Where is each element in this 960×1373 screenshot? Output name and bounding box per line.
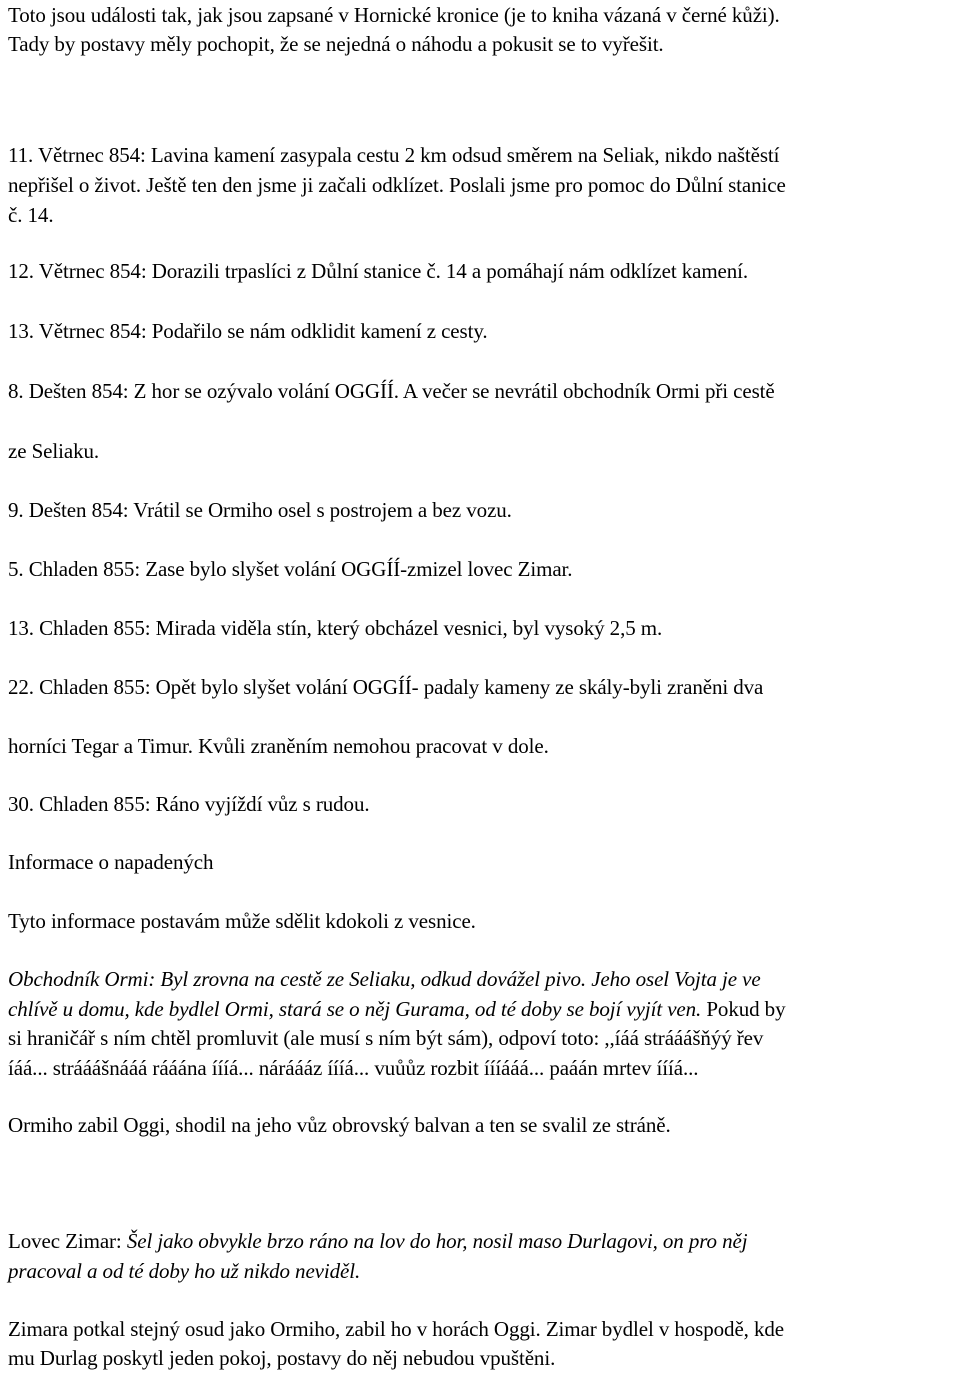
ormi-fate: Ormiho zabil Oggi, shodil na jeho vůz obrovský balvan a ten se svalil ze stráně. bbox=[8, 1113, 671, 1137]
zimar-text-1: Šel jako obvykle brzo ráno na lov do hor, nosil maso Durlagovi, on pro něj bbox=[126, 1229, 748, 1253]
event-30: 30. Chladen 855: Ráno vyjíždí vůz s rudou. bbox=[8, 792, 370, 816]
event-12: 12. Větrnec 854: Dorazili trpaslíci z Důlní stanice č. 14 a pomáhají nám odklízet kamení. bbox=[8, 259, 749, 283]
section-heading: Informace o napadených bbox=[8, 850, 214, 874]
ormi-line-4: íáá... strááášnááá rááána íííá... náráááz íííá... vuůůz rozbit íííááá... paáán mrtev íííá... bbox=[8, 1056, 699, 1080]
ormi-text-2-plain: Pokud by bbox=[701, 997, 786, 1021]
intro-line-2: Tady by postavy měly pochopit, že se nejedná o náhodu a pokusit se to vyřešit. bbox=[8, 32, 664, 56]
event-8-line-1: 8. Dešten 854: Z hor se ozývalo volání OGGÍÍ. A večer se nevrátil obchodník Ormi při cestě bbox=[8, 379, 775, 403]
event-13: 13. Větrnec 854: Podařilo se nám odklidit kamení z cesty. bbox=[8, 319, 488, 343]
event-8-line-2: ze Seliaku. bbox=[8, 439, 100, 463]
zimar-label: Lovec Zimar: bbox=[8, 1229, 127, 1253]
event-22-line-1: 22. Chladen 855: Opět bylo slyšet volání OGGÍÍ- padaly kameny ze skály-byli zraněni dva bbox=[8, 675, 764, 699]
intro-line-1: Toto jsou události tak, jak jsou zapsané v Hornické kronice (je to kniha vázaná v černé kůži). bbox=[8, 3, 780, 27]
zimar-line-2: pracoval a od té doby ho už nikdo neviděl. bbox=[8, 1259, 361, 1283]
event-11-line-2: nepřišel o život. Ještě ten den jsme ji začali odklízet. Poslali jsme pro pomoc do Důlní stanice bbox=[8, 173, 786, 197]
event-22-line-2: horníci Tegar a Timur. Kvůli zraněním nemohou pracovat v dole. bbox=[8, 734, 549, 758]
event-11-line-3: č. 14. bbox=[8, 203, 54, 227]
ormi-line-2 bbox=[8, 996, 785, 1022]
event-9: 9. Dešten 854: Vrátil se Ormiho osel s postrojem a bez vozu. bbox=[8, 498, 512, 522]
zimar-line-1 bbox=[8, 1228, 747, 1254]
ormi-name: Obchodník Ormi bbox=[8, 967, 149, 991]
event-5: 5. Chladen 855: Zase bylo slyšet volání OGGÍÍ-zmizel lovec Zimar. bbox=[8, 557, 573, 581]
ormi-line-1 bbox=[8, 966, 761, 992]
ormi-text-2: chlívě u domu, kde bydlel Ormi, stará se o něj Gurama, od té doby se bojí vyjít ven. bbox=[8, 997, 702, 1021]
event-13-chladen: 13. Chladen 855: Mirada viděla stín, který obcházel vesnici, byl vysoký 2,5 m. bbox=[8, 616, 663, 640]
ormi-text-1: Byl zrovna na cestě ze Seliaku, odkud dovážel pivo. Jeho osel Vojta je ve bbox=[160, 967, 761, 991]
ormi-line-3: si hraničář s ním chtěl promluvit (ale musí s ním být sám), odpoví toto: ,,íáá strááášňýý řev bbox=[8, 1026, 764, 1050]
event-11-line-1: 11. Větrnec 854: Lavina kamení zasypala cestu 2 km odsud směrem na Seliak, nikdo naštěstí bbox=[8, 143, 780, 167]
section-subheading: Tyto informace postavám může sdělit kdokoli z vesnice. bbox=[8, 909, 476, 933]
ormi-colon: : bbox=[148, 967, 161, 991]
zimar-fate-line-2: mu Durlag poskytl jeden pokoj, postavy do něj nebudou vpuštěni. bbox=[8, 1346, 556, 1370]
zimar-fate-line-1: Zimara potkal stejný osud jako Ormiho, zabil ho v horách Oggi. Zimar bydlel v hospodě, kde bbox=[8, 1317, 784, 1341]
